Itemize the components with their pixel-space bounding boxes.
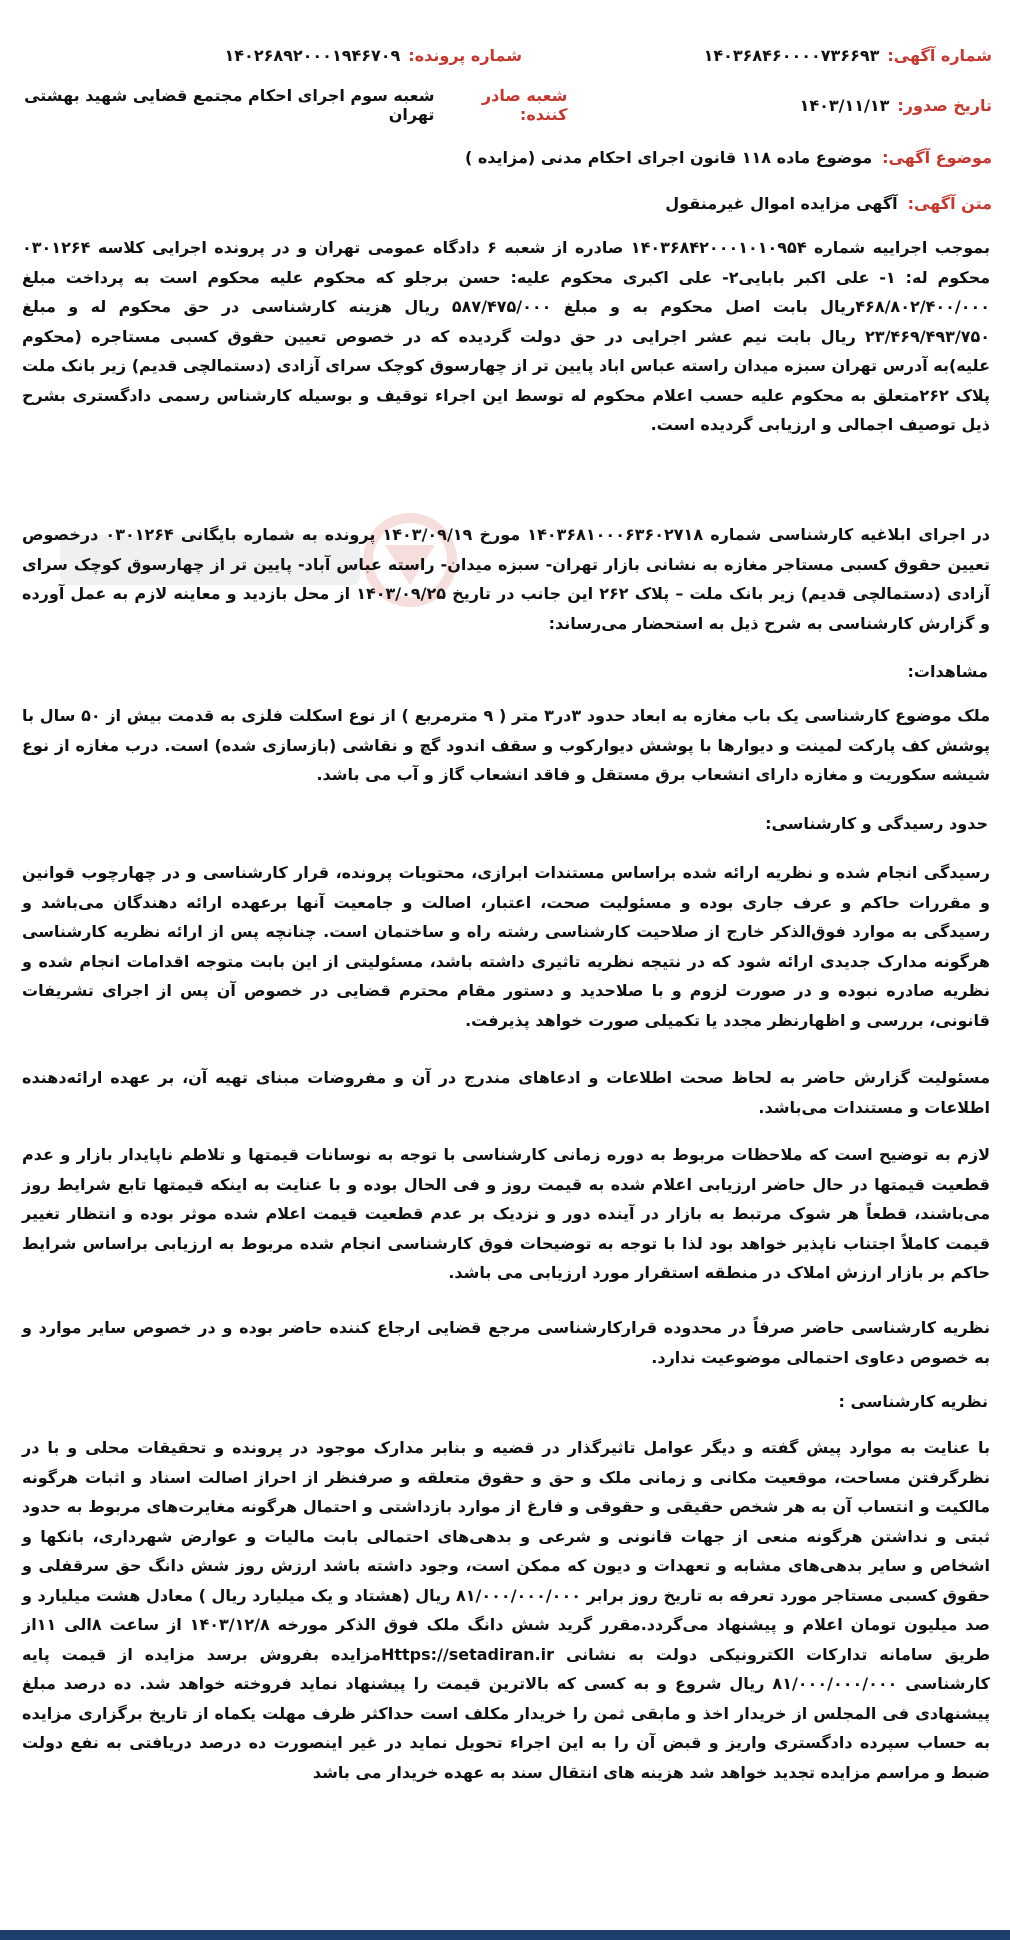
subject-label: موضوع آگهی: [882, 148, 992, 167]
header-row-1 [18, 38, 992, 72]
case-number [225, 46, 522, 65]
intro-paragraph: بموجب اجراییه شماره ۱۴۰۳۶۸۴۲۰۰۰۱۰۱۰۹۵۴ صادره از شعبه ۶ دادگاه عمومی تهران و در پرونده اجرایی کلاسه ۰۳۰۱۲۶۴ محکوم له: ۱- علی اکبر بابایی۲- علی اکبری محکوم علیه: حسن برجلو که محکوم علیه محکوم است به پرداخت مبلغ ۴۶۸/۸۰۲/۴۰۰/۰۰۰ریال بابت اصل محکوم به و مبلغ ۵۸۷/۴۷۵/۰۰۰ ریال هزینه کارشناسی در حق محکوم له و مبلغ ۲۳/۴۶۹/۴۹۳/۷۵۰ ریال بابت نیم عشر اجرایی در حق دولت گردیده که در خصوص تعیین حقوق کسبی مستاجره (محکوم علیه)به آدرس تهران سبزه میدان راسته عباس اباد پایین تر از چهارسوق کوچک سرای آزادی (دستمالچی قدیم) زیر بانک ملت پلاک ۲۶۲متعلق به محکوم علیه حسب اعلام محکوم له توسط این اجراء توقیف و بوسیله کارشناس رسمی دادگستری بشرح ذیل توصیف اجمالی و ارزیابی گردیده است. [22, 238, 991, 434]
review-paragraph: رسیدگی انجام شده و نظریه ارائه شده براساس مستندات ابرازی، محتویات پرونده، قرار کارشناسی و در چهارچوب قوانین و مقررات حاکم و عرف جاری بوده و مسئولیت صحت، اعتبار، اصالت و جامعیت آنها برعهده ارائه دهندگان می‌باشد و رسیدگی به موارد فوق‌الذکر خارج از صلاحیت کارشناسی رشته راه و ساختمان است. چنانچه پس از ارائه نظریه کارشناسی هرگونه مدارک جدیدی ارائه شود که در نتیجه نظریه تاثیری داشته باشد، مسئولیتی از این بابت متوجه اقدامات انجام شده و نظریه صادره نبوده و در صورت لزوم و با صلاحدید و دستور مقام محترم قضایی در خصوص آن پس از اجرای تشریفات قانونی، بررسی و اظهارنظر مجدد یا تکمیلی صورت خواهد پذیرفت. [22, 863, 990, 1030]
observations-paragraph: ملک موضوع کارشناسی یک باب مغازه به ابعاد حدود ۳در۳ متر ( ۹ مترمربع ) از نوع اسکلت فلزی به قدمت بیش از ۵۰ سال با پوشش کف پارکت لمینت و دیوارها با پوشش دیوارکوب و سقف اندود گچ و نقاشی (بازسازی شده) است. درب مغازه از نوع شیشه سکوریت و مغازه دارای انشعاب برق مستقل و فاقد انشعاب گاز و آب می باشد. [22, 706, 991, 784]
opinion-heading: نظریه کارشناسی : [838, 1392, 988, 1411]
scope-paragraph: نظریه کارشناسی حاضر صرفاً در محدوده قرارکارشناسی مرجع قضایی ارجاع کننده حاضر بوده و در خصوص سایر موارد و به خصوص دعاوی احتمالی موضوعیت ندارد. [22, 1318, 990, 1367]
issuer [18, 86, 567, 124]
text-title-row [18, 194, 992, 213]
review-heading: حدود رسیدگی و کارشناسی: [765, 814, 988, 833]
opinion-paragraph [22, 1433, 990, 1787]
ad-number-value: ۱۴۰۳۶۸۴۶۰۰۰۰۷۳۶۶۹۳ [703, 45, 880, 65]
execution-paragraph: در اجرای ابلاغیه کارشناسی شماره ۱۴۰۳۶۸۱۰۰۰۶۳۶۰۲۷۱۸ مورخ ۱۴۰۳/۰۹/۱۹ پرونده به شماره بایگانی ۰۳۰۱۲۶۴ درخصوص تعیین حقوق کسبی مستاجر مغازه به نشانی بازار تهران- سبزه میدان- راسته عباس آباد- پایین تر از چهارسوق کوچک سرای آزادی (دستمالچی قدیم) زیر بانک ملت – پلاک ۲۶۲ این جانب در تاریخ ۱۴۰۳/۰۹/۲۵ از محل بازدید و معاینه لازم به عمل آورده و گزارش کارشناسی به شرح ذیل به استحضار می‌رساند: [22, 525, 991, 633]
case-number-label: شماره پرونده: [408, 45, 522, 65]
note-paragraph: لازم به توضیح است که ملاحظات مربوط به دوره زمانی کارشناسی با توجه به نوسانات قیمتها و تلاطم ناپایدار بازار و عدم قطعیت قیمتها در حال حاضر ارزیابی اعلام شده به قیمت روز و فی الحال بوده و با عنایت به اینکه قیمتها تابع شرایط روز می‌باشند، قطعاً هر شوک مرتبط به بازار در آینده دور و نزدیک بر عدم قطعیت قیمت اعلام شده موثر بوده و انتظار تغییر قیمت کاملاً اجتناب ناپذیر خواهد بود لذا با توجه به توضیحات فوق کارشناسی انجام شده مربوط به ارزیابی براساس شرایط حاکم بر بازار ارزش املاک در منطقه استقرار مورد ارزیابی می باشد. [22, 1145, 990, 1282]
responsibility-paragraph: مسئولیت گزارش حاضر به لحاظ صحت اطلاعات و ادعاهای مندرج در آن و مفروضات مبنای تهیه آن، بر عهده ارائه‌دهنده اطلاعات و مستندات می‌باشد. [22, 1068, 990, 1117]
issue-date-label: تاریخ صدور: [897, 95, 992, 115]
bottom-bar [0, 1930, 1010, 1940]
ad-number [522, 46, 992, 65]
issue-date-value: ۱۴۰۳/۱۱/۱۳ [799, 95, 890, 115]
subject-row [18, 148, 992, 167]
opinion-part-1: با عنایت به موارد پیش گفته و دیگر عوامل تاثیرگذار در قضیه و بنابر مدارک موجود در پرونده و تحقیقات محلی و با در نظرگرفتن مساحت، موقعیت مکانی و زمانی ملک و حق و حقوق متعلقه و صرفنظر از احراز اصالت اسناد و اثبات هرگونه مالکیت و انتساب آن به هر شخص حقیقی و حقوقی و فارغ از موارد بازداشتی و احتمال هرگونه مغایرت‌های مربوط به حدود ثبتی و نداشتن هرگونه منعی از جهات قانونی و شرعی و بدهی‌های احتمالی بابت مالیات و عوارض شهرداری، بانکها و اشخاص و سایر بدهی‌های مشابه و تعهدات و دیون که ممکن است، وجود داشته باشد ارزش روز شش دانگ حق سرقفلی و حقوق کسبی مستاجر مورد تعرفه به تاریخ روز برابر ۸۱/۰۰۰/۰۰۰/۰۰۰ ریال (هشتاد و یک میلیارد ریال ) معادل هشت میلیارد و صد میلیون تومان اعلام و پیشنهاد می‌گردد.مقرر گرید شش دانگ ملک فوق الذکر مورخه ۱۴۰۳/۱۲/۸ از ساعت ۸الی ۱۱از طریق سامانه تدارکات الکترونیکی دولت به نشانی [22, 1438, 991, 1664]
case-number-value: ۱۴۰۲۶۸۹۲۰۰۰۱۹۴۶۷۰۹ [224, 45, 401, 65]
text-title: آگهی مزایده اموال غیرمنقول [665, 194, 898, 213]
website-link[interactable]: Https://setadiran.ir [380, 1644, 555, 1664]
text-label: متن آگهی: [907, 194, 992, 213]
ad-number-label: شماره آگهی: [887, 45, 992, 65]
issuer-value: شعبه سوم اجرای احکام مجتمع قضایی شهید بهشتی تهران [24, 86, 435, 124]
issue-date [567, 96, 992, 115]
subject-value: موضوع ماده ۱۱۸ قانون اجرای احکام مدنی (مزایده ) [464, 148, 873, 167]
observations-heading: مشاهدات: [907, 662, 988, 681]
issuer-label: شعبه صادر کننده: [481, 86, 568, 124]
header-row-2 [18, 88, 992, 122]
opinion-part-2: مزایده بفروش برسد مزایده از قیمت پایه کارشناسی ۸۱/۰۰۰/۰۰۰/۰۰۰ ریال شروع و به کسی که بالاترین قیمت را پیشنهاد نماید فروخته خواهد شد. ده درصد مبلغ پیشنهادی فی المجلس از خریدار اخذ و مابقی ثمن را خریدار مکلف است حداکثر ظرف مهلت یکماه از تاریخ برگزاری مزایده به حساب سپرده دادگستری واریز و قبض آن را به این اجراء تحویل نماید در غیر اینصورت ده درصد دریافتی به نفع دولت ضبط و مراسم مزایده تجدید خواهد شد هزینه های انتقال سند به عهده خریدار می باشد [22, 1644, 990, 1782]
